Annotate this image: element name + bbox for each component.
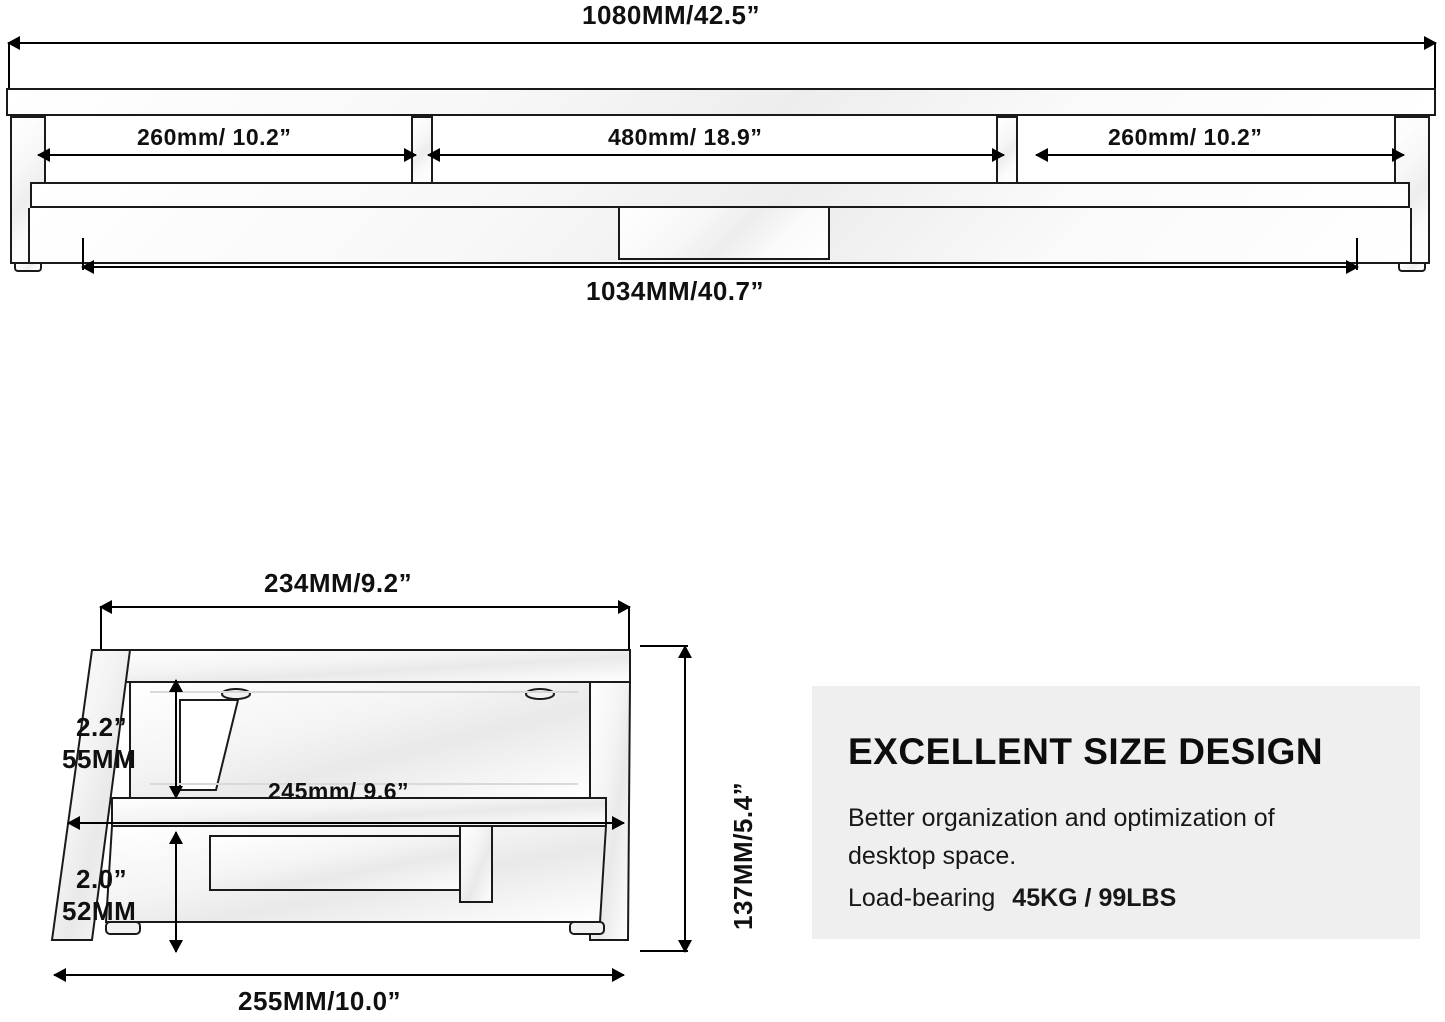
riser-center-block <box>618 206 830 260</box>
lower-clearance-mm-label: 52MM <box>62 896 137 926</box>
upper-clearance-inch-label: 2.2” <box>76 712 128 742</box>
side-middle-depth-label: 245mm/ 9.6” <box>268 778 410 804</box>
tick-right-overall <box>1434 42 1436 92</box>
info-card-line2: desktop space. <box>848 842 1017 870</box>
segment-center-arrow <box>428 154 1004 156</box>
info-card-body <box>848 799 1396 917</box>
lower-clearance-arrow <box>175 832 177 952</box>
tick-left-overall <box>8 42 10 92</box>
tick-left-inner <box>82 238 84 270</box>
tick-height-top <box>640 645 688 647</box>
info-card-line1: Better organization and optimization of <box>848 804 1275 832</box>
upper-clearance-mm-label: 55MM <box>62 744 137 774</box>
segment-right-label: 260mm/ 10.2” <box>1108 124 1263 150</box>
top-overall-width-label: 1080MM/42.5” <box>582 0 760 30</box>
side-base-depth-label: 255MM/10.0” <box>238 986 402 1016</box>
side-top-depth-arrow <box>100 606 630 608</box>
side-top-depth-label: 234MM/9.2” <box>264 568 413 598</box>
info-card-title: EXCELLENT SIZE DESIGN <box>848 731 1324 772</box>
tick-right-inner <box>1356 238 1358 270</box>
segment-left-label: 260mm/ 10.2” <box>137 124 292 150</box>
total-height-arrow <box>684 646 686 952</box>
info-card-load-row <box>848 879 1396 917</box>
side-base-depth-arrow <box>54 974 624 976</box>
top-inner-width-label: 1034MM/40.7” <box>586 276 764 306</box>
riser-cross-rail <box>30 182 1410 208</box>
total-height-label: 137MM/5.4” <box>728 781 758 930</box>
riser-top-plank <box>6 88 1436 116</box>
load-bearing-value: 45KG / 99LBS <box>1012 884 1177 912</box>
top-overall-width-arrow <box>8 42 1436 44</box>
segment-center-label: 480mm/ 18.9” <box>608 124 763 150</box>
riser-right-foot <box>1398 262 1426 272</box>
top-inner-width-arrow <box>82 266 1358 268</box>
tick-height-bottom <box>640 950 688 952</box>
segment-left-arrow <box>38 154 416 156</box>
lower-clearance-inch-label: 2.0” <box>76 864 128 894</box>
info-card <box>812 686 1420 939</box>
load-bearing-label: Load-bearing <box>848 884 996 912</box>
upper-clearance-arrow <box>175 680 177 798</box>
side-middle-depth-arrow <box>68 822 624 824</box>
segment-right-arrow <box>1036 154 1404 156</box>
riser-left-foot <box>14 262 42 272</box>
